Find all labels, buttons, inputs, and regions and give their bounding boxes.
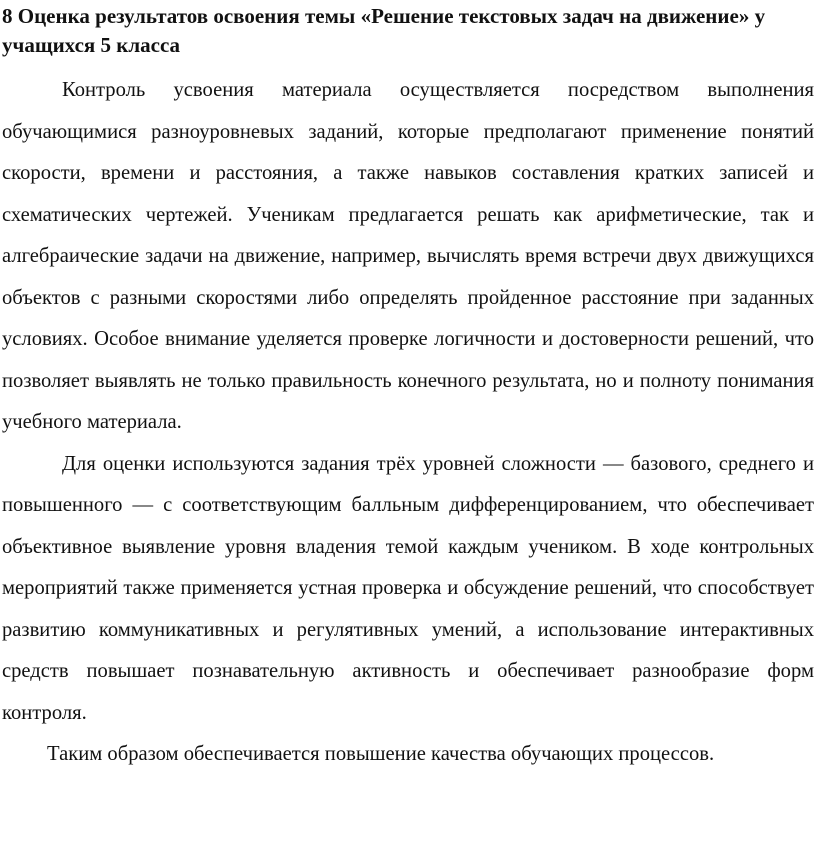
section-heading: 8 Оценка результатов освоения темы «Решение текстовых задач на движение» у учащихся 5 класса xyxy=(2,4,766,57)
paragraph-conclusion: Таким образом обеспечивается повышение качества обучающих процессов. xyxy=(47,743,715,765)
paragraph-assessment-levels: Для оценки используются задания трёх уровней сложности — базового, среднего и повышенного — с соответствующим балльным дифференцированием, что обеспечивает объективное выявление уровня владения темой каждым учеником. В ходе контрольных мероприятий также применяется устная проверка и обсуждение решений, что способствует развитию коммуникативных и регулятивных умений, а использование интерактивных средств повышает познавательную активность и обеспечивает разнообразие форм контроля. xyxy=(2,452,814,724)
paragraph-assessment-control: Контроль усвоения материала осуществляется посредством выполнения обучающимися разноуровневых заданий, которые предполагают применение понятий скорости, времени и расстояния, а также навыков составления кратких записей и схематических чертежей. Ученикам предлагается решать как арифметические, так и алгебраические задачи на движение, например, вычислять время встречи двух движущихся объектов с разными скоростями либо определять пройденное расстояние при заданных условиях. Особое внимание уделяется проверке логичности и достоверности решений, что позволяет выявлять не только правильность конечного результата, но и полноту понимания учебного материала. xyxy=(2,79,814,433)
